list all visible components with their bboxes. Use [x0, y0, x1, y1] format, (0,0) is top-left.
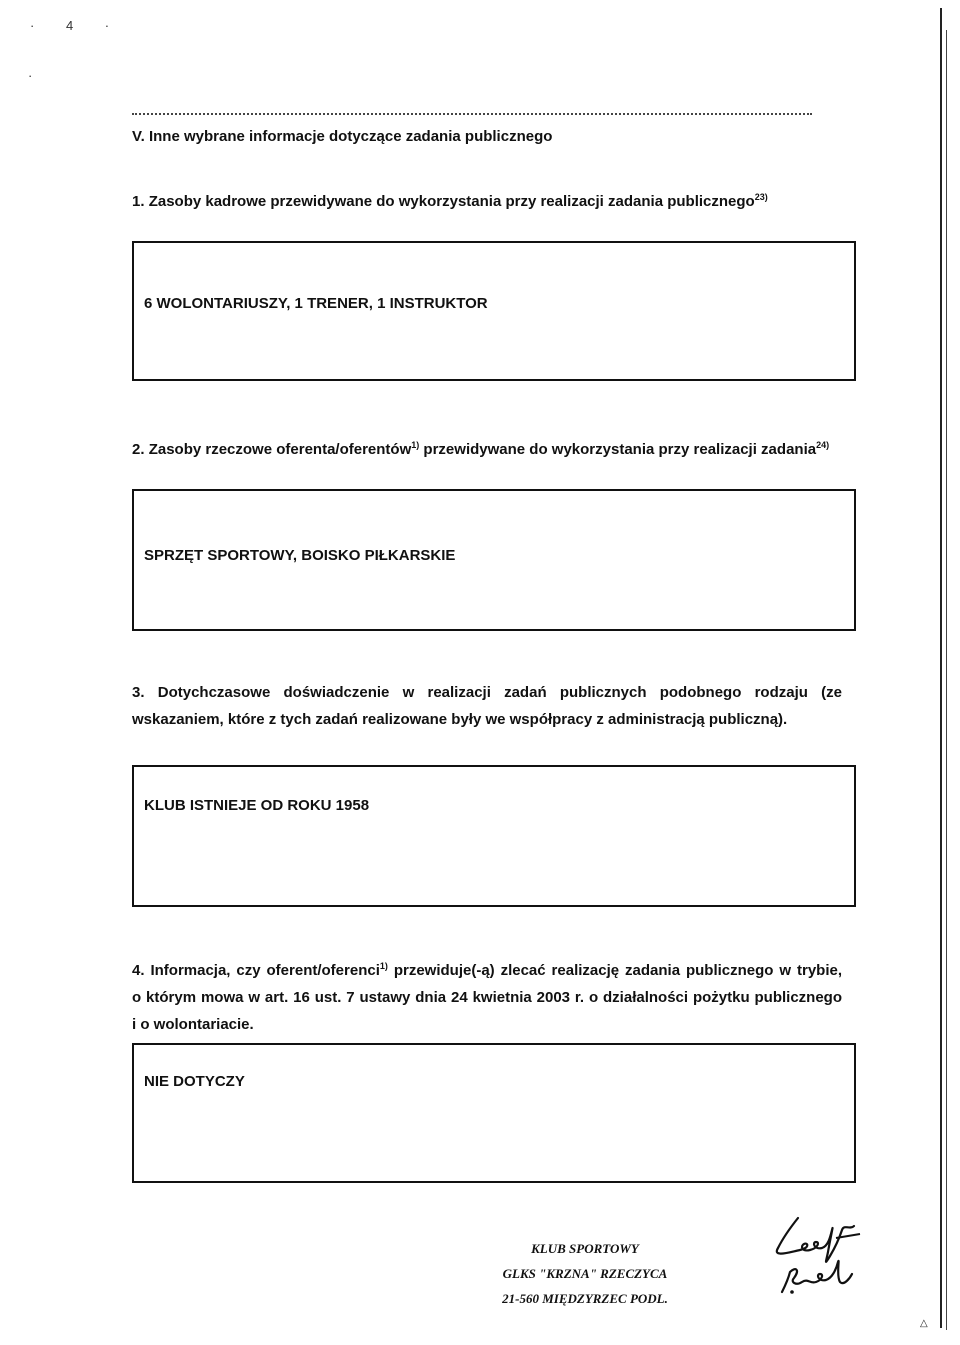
organization-stamp — [450, 1236, 720, 1311]
left-mark: · — [28, 68, 33, 83]
answer-box-3 — [132, 765, 856, 907]
question-4-text-a: Informacja, czy oferent/oferenci — [150, 962, 380, 979]
handwritten-signature — [760, 1200, 870, 1305]
question-1-number: 1. — [132, 193, 145, 210]
stamp-line-1: KLUB SPORTOWY — [531, 1241, 639, 1256]
answer-box-4 — [132, 1043, 856, 1183]
corner-mark: △ — [920, 1318, 928, 1329]
question-3-line-1 — [132, 685, 842, 700]
scan-edge-line — [940, 8, 942, 1328]
question-4-text-line-2: o którym mowa w art. 16 ust. 7 ustawy dnia 24 kwietnia 2003 r. o działalności pożytku publicznego — [132, 989, 842, 1006]
question-1-footnote: 23) — [754, 192, 768, 202]
question-3-text-line-1: Dotychczasowe doświadczenie w realizacji zadań publicznych podobnego rodzaju (ze — [157, 684, 842, 701]
question-2-footnote-b: 24) — [816, 440, 830, 450]
scan-edge-line-2 — [946, 30, 947, 1330]
question-1 — [132, 193, 768, 209]
question-1-text: Zasoby kadrowe przewidywane do wykorzystania przy realizacji zadania publicznego — [148, 193, 755, 210]
dotted-separator — [132, 113, 812, 115]
stamp-line-3: 21-560 MIĘDZYRZEC PODL. — [502, 1291, 668, 1306]
question-4-text-line-3: i o wolontariacie. — [132, 1016, 254, 1033]
answer-3-text: KLUB ISTNIEJE OD ROKU 1958 — [144, 797, 370, 814]
answer-box-2 — [132, 489, 856, 631]
answer-1-text: 6 WOLONTARIUSZY, 1 TRENER, 1 INSTRUKTOR — [144, 295, 488, 312]
question-3-number: 3. — [132, 684, 145, 701]
question-2-footnote-a: 1) — [411, 440, 420, 450]
question-4-number: 4. — [132, 962, 145, 979]
answer-4-text: NIE DOTYCZY — [144, 1073, 245, 1090]
question-4-line-1 — [132, 962, 842, 978]
question-4-footnote: 1) — [379, 961, 388, 971]
answer-box-1 — [132, 241, 856, 381]
question-2 — [132, 441, 829, 457]
question-2-text-a: Zasoby rzeczowe oferenta/oferentów — [148, 441, 412, 458]
section-heading: V. Inne wybrane informacje dotyczące zadania publicznego — [132, 128, 553, 145]
stamp-line-2: GLKS "KRZNA" RZECZYCA — [502, 1266, 668, 1281]
question-2-number: 2. — [132, 441, 145, 458]
question-4-text-b: przewiduje(-ą) zlecać realizację zadania publicznego w trybie, — [387, 962, 843, 979]
answer-2-text: SPRZĘT SPORTOWY, BOISKO PIŁKARSKIE — [144, 547, 456, 564]
question-3-text-line-2: wskazaniem, które z tych zadań realizowane były we współpracy z administracją publiczną). — [132, 711, 788, 728]
corner-marks: · 4 · — [30, 18, 124, 33]
question-2-text-b: przewidywane do wykorzystania przy realizacji zadania — [419, 441, 817, 458]
